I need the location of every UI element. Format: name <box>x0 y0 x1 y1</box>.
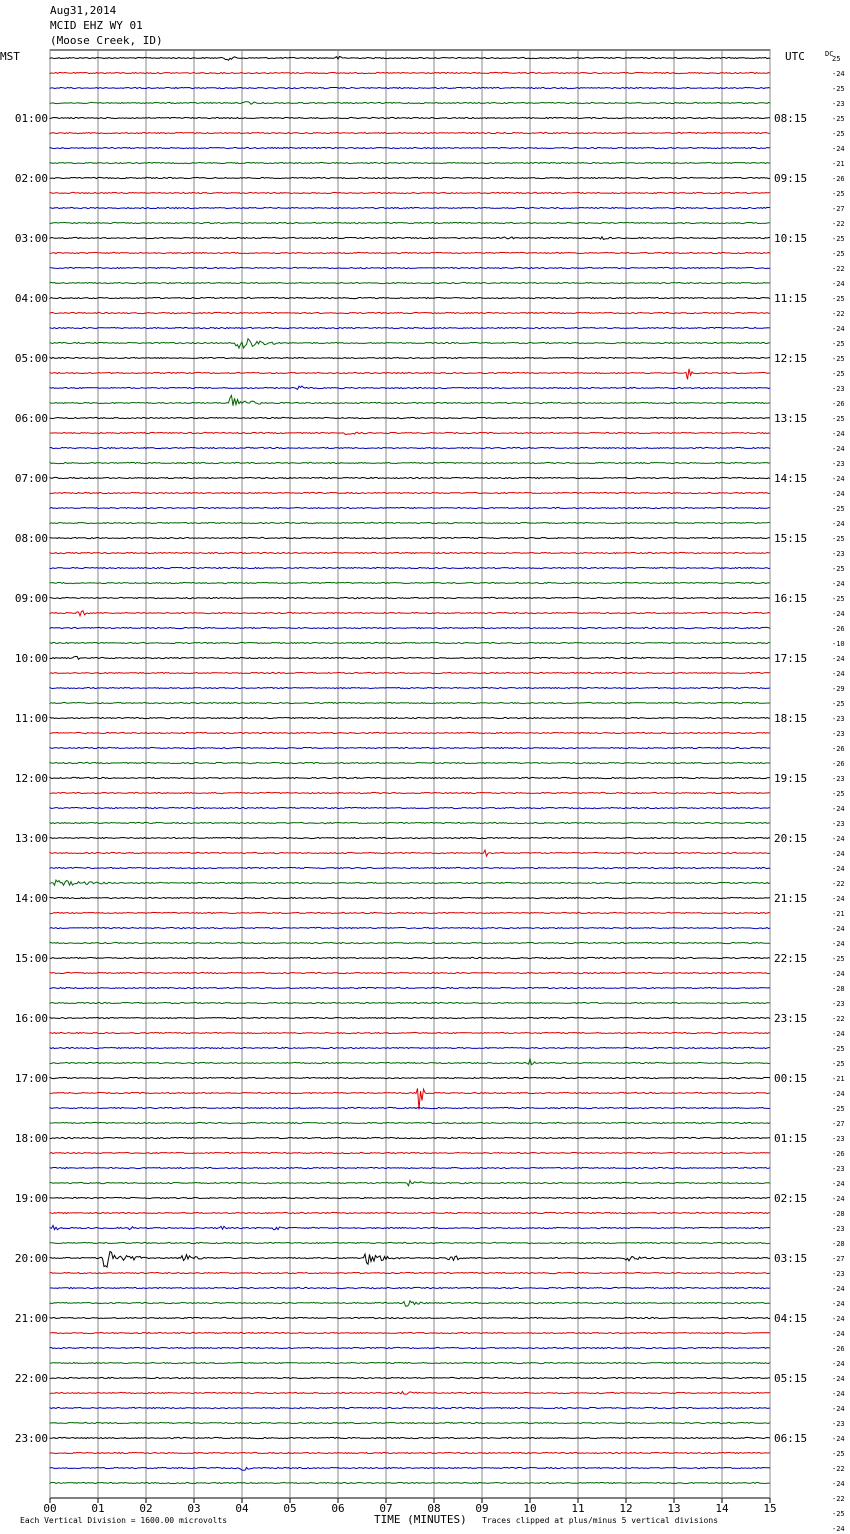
x-tick-label: 14 <box>715 1502 729 1515</box>
dc-offset-label: -24 <box>832 850 845 858</box>
seismic-trace-25 <box>50 432 770 434</box>
right-hour-label: 06:15 <box>774 1432 808 1445</box>
dc-offset-label: -25 <box>832 955 845 963</box>
dc-offset-label: -24 <box>832 1315 845 1323</box>
seismic-trace-20 <box>50 357 770 358</box>
seismic-trace-6 <box>50 147 770 148</box>
left-hour-label: 03:00 <box>14 232 48 245</box>
right-hour-label: 04:15 <box>774 1312 808 1325</box>
dc-offset-label: -25 <box>832 415 845 423</box>
seismic-trace-73 <box>50 1152 770 1153</box>
seismic-trace-84 <box>50 1317 770 1318</box>
seismic-trace-44 <box>50 717 770 718</box>
seismic-trace-53 <box>50 850 770 856</box>
dc-offset-label: -24 <box>832 490 845 498</box>
dc-offset-label: -24 <box>832 1435 845 1443</box>
seismic-trace-88 <box>50 1377 770 1378</box>
seismic-trace-94 <box>50 1467 770 1470</box>
dc-offset-label: -24 <box>832 520 845 528</box>
seismic-trace-74 <box>50 1167 770 1168</box>
dc-offset-label: -25 <box>832 1045 845 1053</box>
seismic-trace-17 <box>50 312 770 313</box>
x-tick-label: 03 <box>187 1502 201 1515</box>
x-tick-label: 06 <box>331 1502 345 1515</box>
right-hour-label: 14:15 <box>774 472 808 485</box>
seismic-trace-65 <box>50 1032 770 1033</box>
right-hour-label: 09:15 <box>774 172 808 185</box>
right-hour-label: 01:15 <box>774 1132 808 1145</box>
left-hour-label: 07:00 <box>14 472 48 485</box>
dc-offset-label: -23 <box>832 1165 845 1173</box>
right-hour-label: 16:15 <box>774 592 808 605</box>
seismic-trace-15 <box>50 282 770 283</box>
seismic-trace-2 <box>50 87 770 88</box>
seismic-trace-41 <box>50 672 770 673</box>
dc-offset-label: -24 <box>832 655 845 663</box>
dc-offset-label: -24 <box>832 670 845 678</box>
left-hour-label: 13:00 <box>14 832 48 845</box>
dc-offset-label: -26 <box>832 175 845 183</box>
x-tick-label: 02 <box>139 1502 153 1515</box>
seismic-trace-9 <box>50 192 770 193</box>
seismic-trace-26 <box>50 447 770 448</box>
left-hour-label: 20:00 <box>14 1252 48 1265</box>
seismic-trace-64 <box>50 1017 770 1018</box>
dc-offset-label: -25 <box>832 565 845 573</box>
right-hour-label: 03:15 <box>774 1252 808 1265</box>
seismic-trace-68 <box>50 1077 770 1078</box>
left-hour-label: 15:00 <box>14 952 48 965</box>
dc-offset-label: -24 <box>832 1525 845 1533</box>
dc-offset-label: -25 <box>832 130 845 138</box>
seismic-trace-13 <box>50 252 770 253</box>
dc-offset-label: -24 <box>832 1300 845 1308</box>
left-hour-label: 17:00 <box>14 1072 48 1085</box>
dc-offset-label: -24 <box>832 1390 845 1398</box>
seismic-trace-76 <box>50 1197 770 1198</box>
station-location: (Moose Creek, ID) <box>50 34 163 47</box>
dc-offset-label: -24 <box>832 970 845 978</box>
seismic-trace-24 <box>50 417 770 418</box>
dc-offset-label: -24 <box>832 445 845 453</box>
seismic-trace-61 <box>50 972 770 973</box>
dc-offset-label: -25 <box>832 115 845 123</box>
seismic-trace-19 <box>50 339 770 348</box>
left-hour-label: 10:00 <box>14 652 48 665</box>
dc-offset-label: -22 <box>832 1465 845 1473</box>
seismic-trace-56 <box>50 897 770 898</box>
left-hour-label: 21:00 <box>14 1312 48 1325</box>
seismic-trace-60 <box>50 957 770 958</box>
dc-offset-label: -26 <box>832 625 845 633</box>
dc-offset-label: -21 <box>832 1075 845 1083</box>
seismic-trace-93 <box>50 1452 770 1453</box>
dc-offset-label: -24 <box>832 430 845 438</box>
right-hour-label: 18:15 <box>774 712 808 725</box>
left-hour-label: 23:00 <box>14 1432 48 1445</box>
dc-offset-label: 25 <box>832 55 841 63</box>
seismic-trace-10 <box>50 207 770 208</box>
seismic-trace-91 <box>50 1422 770 1423</box>
seismic-trace-31 <box>50 522 770 523</box>
seismic-trace-22 <box>50 386 770 389</box>
right-hour-label: 02:15 <box>774 1192 808 1205</box>
dc-offset-label: -28 <box>832 1240 845 1248</box>
x-tick-label: 13 <box>667 1502 681 1515</box>
seismic-trace-57 <box>50 912 770 913</box>
seismic-trace-1 <box>50 72 770 73</box>
seismic-trace-90 <box>50 1407 770 1408</box>
dc-offset-label: -25 <box>832 190 845 198</box>
seismic-trace-80 <box>50 1252 770 1268</box>
dc-offset-label: -25 <box>832 355 845 363</box>
dc-offset-label: -22 <box>832 220 845 228</box>
seismic-trace-69 <box>50 1088 770 1109</box>
seismic-trace-66 <box>50 1047 770 1048</box>
dc-offset-label: -24 <box>832 940 845 948</box>
dc-offset-label: -24 <box>832 1405 845 1413</box>
station-code: MCID EHZ WY 01 <box>50 19 143 32</box>
x-tick-label: 08 <box>427 1502 441 1515</box>
seismic-trace-95 <box>50 1482 770 1483</box>
dc-label: DC <box>825 50 834 58</box>
dc-offset-label: -24 <box>832 1375 845 1383</box>
left-timezone-label: MST <box>0 50 20 63</box>
x-tick-label: 11 <box>571 1502 585 1515</box>
dc-offset-label: -24 <box>832 475 845 483</box>
left-hour-label: 05:00 <box>14 352 48 365</box>
dc-offset-label: -24 <box>832 1195 845 1203</box>
dc-offset-label: -27 <box>832 1120 845 1128</box>
dc-offset-label: -21 <box>832 910 845 918</box>
dc-offset-label: -23 <box>832 715 845 723</box>
seismic-trace-83 <box>50 1301 770 1306</box>
seismic-trace-50 <box>50 807 770 808</box>
seismic-trace-23 <box>50 395 770 405</box>
seismic-trace-33 <box>50 552 770 553</box>
dc-offset-label: -25 <box>832 790 845 798</box>
right-hour-label: 15:15 <box>774 532 808 545</box>
dc-offset-label: -22 <box>832 310 845 318</box>
seismic-trace-39 <box>50 642 770 643</box>
dc-offset-label: -23 <box>832 100 845 108</box>
right-timezone-label: UTC <box>785 50 805 63</box>
seismic-trace-11 <box>50 222 770 223</box>
dc-offset-label: -24 <box>832 145 845 153</box>
seismic-trace-62 <box>50 987 770 988</box>
scale-note: Each Vertical Division = 1600.00 microvolts <box>20 1516 228 1525</box>
seismic-trace-87 <box>50 1362 770 1363</box>
dc-offset-label: -24 <box>832 70 845 78</box>
x-tick-label: 05 <box>283 1502 297 1515</box>
dc-offset-label: -22 <box>832 265 845 273</box>
right-hour-label: 12:15 <box>774 352 808 365</box>
seismic-trace-21 <box>50 369 770 380</box>
seismic-trace-48 <box>50 777 770 778</box>
right-hour-label: 22:15 <box>774 952 808 965</box>
seismic-trace-27 <box>50 462 770 463</box>
seismic-trace-35 <box>50 582 770 583</box>
right-hour-label: 11:15 <box>774 292 808 305</box>
left-hour-label: 12:00 <box>14 772 48 785</box>
x-tick-label: 07 <box>379 1502 393 1515</box>
dc-offset-label: -24 <box>832 1360 845 1368</box>
dc-offset-label: -25 <box>832 250 845 258</box>
left-hour-label: 08:00 <box>14 532 48 545</box>
seismic-trace-14 <box>50 267 770 268</box>
left-hour-label: 01:00 <box>14 112 48 125</box>
plot-date: Aug31,2014 <box>50 4 117 17</box>
right-hour-label: 21:15 <box>774 892 808 905</box>
seismic-trace-77 <box>50 1212 770 1213</box>
dc-offset-label: -24 <box>832 280 845 288</box>
right-hour-label: 23:15 <box>774 1012 808 1025</box>
dc-offset-label: -25 <box>832 235 845 243</box>
seismic-trace-46 <box>50 747 770 748</box>
right-hour-label: 10:15 <box>774 232 808 245</box>
dc-offset-label: -24 <box>832 325 845 333</box>
seismic-trace-32 <box>50 537 770 538</box>
dc-offset-label: -24 <box>832 1090 845 1098</box>
dc-offset-label: -24 <box>832 1180 845 1188</box>
seismic-trace-79 <box>50 1242 770 1243</box>
dc-offset-label: -26 <box>832 745 845 753</box>
seismic-trace-7 <box>50 162 770 163</box>
x-tick-label: 01 <box>91 1502 105 1515</box>
seismic-trace-12 <box>50 237 770 240</box>
dc-offset-label: -29 <box>832 685 845 693</box>
dc-offset-label: -23 <box>832 820 845 828</box>
seismic-trace-59 <box>50 942 770 943</box>
dc-offset-label: -27 <box>832 205 845 213</box>
dc-offset-label: -23 <box>832 550 845 558</box>
x-tick-label: 10 <box>523 1502 537 1515</box>
dc-offset-label: -24 <box>832 1480 845 1488</box>
seismic-trace-51 <box>50 822 770 823</box>
seismic-trace-38 <box>50 627 770 628</box>
dc-offset-label: -23 <box>832 1225 845 1233</box>
seismic-trace-55 <box>50 880 770 885</box>
dc-offset-label: -25 <box>832 370 845 378</box>
left-hour-label: 22:00 <box>14 1372 48 1385</box>
seismic-trace-18 <box>50 327 770 328</box>
dc-offset-label: -23 <box>832 385 845 393</box>
seismic-trace-0 <box>50 57 770 61</box>
seismic-trace-49 <box>50 792 770 793</box>
dc-offset-label: -25 <box>832 1060 845 1068</box>
seismic-trace-81 <box>50 1272 770 1273</box>
seismic-trace-36 <box>50 597 770 598</box>
seismic-trace-30 <box>50 507 770 508</box>
x-axis-label: TIME (MINUTES) <box>374 1513 467 1526</box>
seismic-trace-63 <box>50 1002 770 1003</box>
left-hour-label: 16:00 <box>14 1012 48 1025</box>
seismic-trace-16 <box>50 297 770 298</box>
left-hour-label: 11:00 <box>14 712 48 725</box>
dc-offset-label: -23 <box>832 1420 845 1428</box>
dc-offset-label: -21 <box>832 160 845 168</box>
dc-offset-label: -24 <box>832 895 845 903</box>
dc-offset-label: -25 <box>832 505 845 513</box>
seismic-trace-45 <box>50 732 770 733</box>
dc-offset-label: -25 <box>832 340 845 348</box>
right-hour-label: 08:15 <box>774 112 808 125</box>
x-tick-label: 00 <box>43 1502 57 1515</box>
dc-offset-label: -26 <box>832 1150 845 1158</box>
seismic-trace-47 <box>50 762 770 763</box>
dc-offset-label: -28 <box>832 1210 845 1218</box>
dc-offset-label: -23 <box>832 730 845 738</box>
dc-offset-label: -24 <box>832 865 845 873</box>
x-tick-label: 04 <box>235 1502 249 1515</box>
dc-offset-label: -26 <box>832 400 845 408</box>
dc-offset-label: -24 <box>832 1285 845 1293</box>
seismic-trace-71 <box>50 1122 770 1123</box>
dc-offset-label: -25 <box>832 85 845 93</box>
seismic-trace-89 <box>50 1392 770 1395</box>
seismic-trace-43 <box>50 702 770 703</box>
seismic-trace-29 <box>50 492 770 493</box>
dc-offset-label: -28 <box>832 985 845 993</box>
dc-offset-label: -24 <box>832 580 845 588</box>
dc-offset-label: -23 <box>832 1135 845 1143</box>
seismic-trace-8 <box>50 177 770 178</box>
seismic-trace-37 <box>50 611 770 616</box>
seismic-trace-67 <box>50 1059 770 1065</box>
dc-offset-label: -24 <box>832 835 845 843</box>
seismic-trace-75 <box>50 1181 770 1186</box>
right-hour-label: 19:15 <box>774 772 808 785</box>
seismic-trace-4 <box>50 117 770 118</box>
dc-offset-label: -23 <box>832 775 845 783</box>
left-hour-label: 09:00 <box>14 592 48 605</box>
clip-note: Traces clipped at plus/minus 5 vertical divisions <box>482 1516 719 1525</box>
right-hour-label: 05:15 <box>774 1372 808 1385</box>
dc-offset-label: -26 <box>832 1345 845 1353</box>
dc-offset-label: -23 <box>832 1000 845 1008</box>
dc-offset-label: -24 <box>832 1330 845 1338</box>
seismic-trace-92 <box>50 1437 770 1438</box>
dc-offset-label: -24 <box>832 805 845 813</box>
dc-offset-label: -25 <box>832 1105 845 1113</box>
seismic-trace-85 <box>50 1332 770 1333</box>
dc-offset-label: -25 <box>832 295 845 303</box>
left-hour-label: 02:00 <box>14 172 48 185</box>
seismic-trace-70 <box>50 1107 770 1108</box>
dc-offset-label: -25 <box>832 535 845 543</box>
left-hour-label: 14:00 <box>14 892 48 905</box>
right-hour-label: 13:15 <box>774 412 808 425</box>
x-tick-label: 15 <box>763 1502 777 1515</box>
dc-offset-label: -25 <box>832 1450 845 1458</box>
seismic-trace-40 <box>50 656 770 659</box>
dc-offset-label: -22 <box>832 880 845 888</box>
dc-offset-label: -23 <box>832 460 845 468</box>
seismic-trace-28 <box>50 477 770 478</box>
dc-offset-label: -22 <box>832 1015 845 1023</box>
right-hour-label: 17:15 <box>774 652 808 665</box>
x-tick-label: 09 <box>475 1502 489 1515</box>
left-hour-label: 19:00 <box>14 1192 48 1205</box>
dc-offset-label: -25 <box>832 1510 845 1518</box>
seismic-trace-58 <box>50 927 770 928</box>
seismic-trace-86 <box>50 1347 770 1348</box>
dc-offset-label: -24 <box>832 925 845 933</box>
dc-offset-label: -24 <box>832 610 845 618</box>
dc-offset-label: -25 <box>832 595 845 603</box>
seismic-trace-52 <box>50 837 770 838</box>
dc-offset-label: -27 <box>832 1255 845 1263</box>
dc-offset-label: -25 <box>832 700 845 708</box>
x-tick-label: 12 <box>619 1502 633 1515</box>
seismic-trace-42 <box>50 687 770 688</box>
left-hour-label: 06:00 <box>14 412 48 425</box>
seismic-trace-3 <box>50 102 770 105</box>
left-hour-label: 04:00 <box>14 292 48 305</box>
dc-offset-label: -22 <box>832 1495 845 1503</box>
seismic-trace-82 <box>50 1287 770 1288</box>
right-hour-label: 00:15 <box>774 1072 808 1085</box>
seismic-trace-72 <box>50 1137 770 1138</box>
seismic-trace-54 <box>50 867 770 868</box>
dc-offset-label: -24 <box>832 1030 845 1038</box>
seismic-trace-78 <box>50 1226 770 1230</box>
left-hour-label: 18:00 <box>14 1132 48 1145</box>
seismic-trace-5 <box>50 132 770 133</box>
dc-offset-label: -23 <box>832 1270 845 1278</box>
dc-offset-label: -26 <box>832 760 845 768</box>
dc-offset-label: -10 <box>832 640 845 648</box>
seismic-trace-34 <box>50 567 770 568</box>
right-hour-label: 20:15 <box>774 832 808 845</box>
